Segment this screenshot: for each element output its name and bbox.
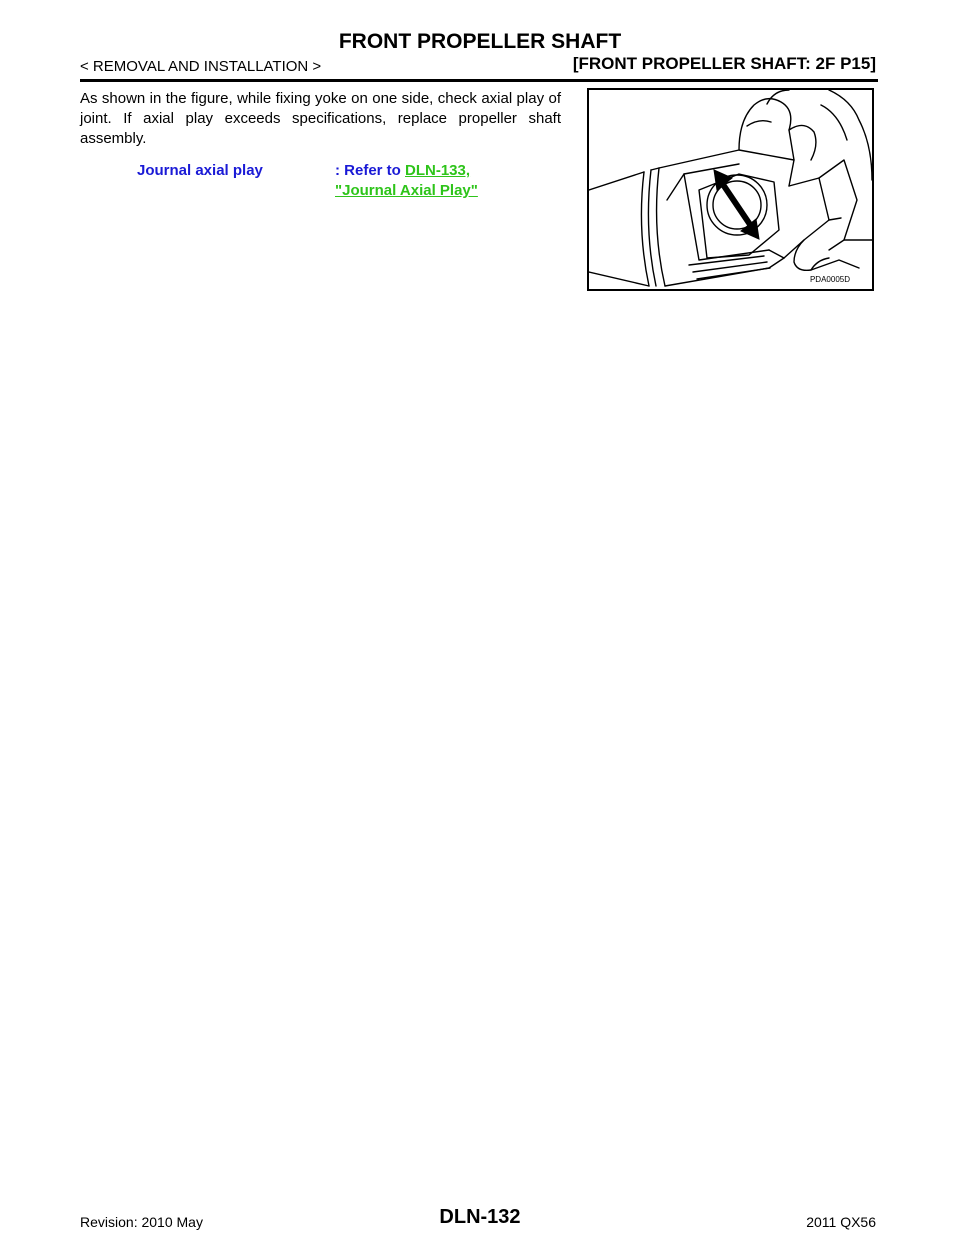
instruction-paragraph: As shown in the figure, while fixing yoke on one side, check axial play of joint. If axial play exceeds specifications, replace propeller shaft assembly. xyxy=(80,90,561,147)
spec-label: Journal axial play xyxy=(137,162,263,179)
page-title: FRONT PROPELLER SHAFT xyxy=(338,30,622,53)
joint-illustration xyxy=(589,90,872,289)
revision-date: Revision: 2010 May xyxy=(80,1214,203,1230)
breadcrumb: < REMOVAL AND INSTALLATION > xyxy=(80,58,322,75)
model-year: 2011 QX56 xyxy=(806,1214,876,1230)
figure-code: PDA0005D xyxy=(809,275,850,284)
header-divider xyxy=(80,79,878,82)
figure-illustration xyxy=(587,88,874,291)
section-tag: [FRONT PROPELLER SHAFT: 2F P15] xyxy=(572,54,876,73)
spec-value xyxy=(335,161,470,181)
spec-link-title[interactable]: "Journal Axial Play" xyxy=(335,182,478,199)
page-number: DLN-132 xyxy=(439,1206,521,1228)
spec-prefix: : Refer to xyxy=(335,162,406,179)
spec-link-code[interactable]: DLN-133, xyxy=(405,162,471,179)
